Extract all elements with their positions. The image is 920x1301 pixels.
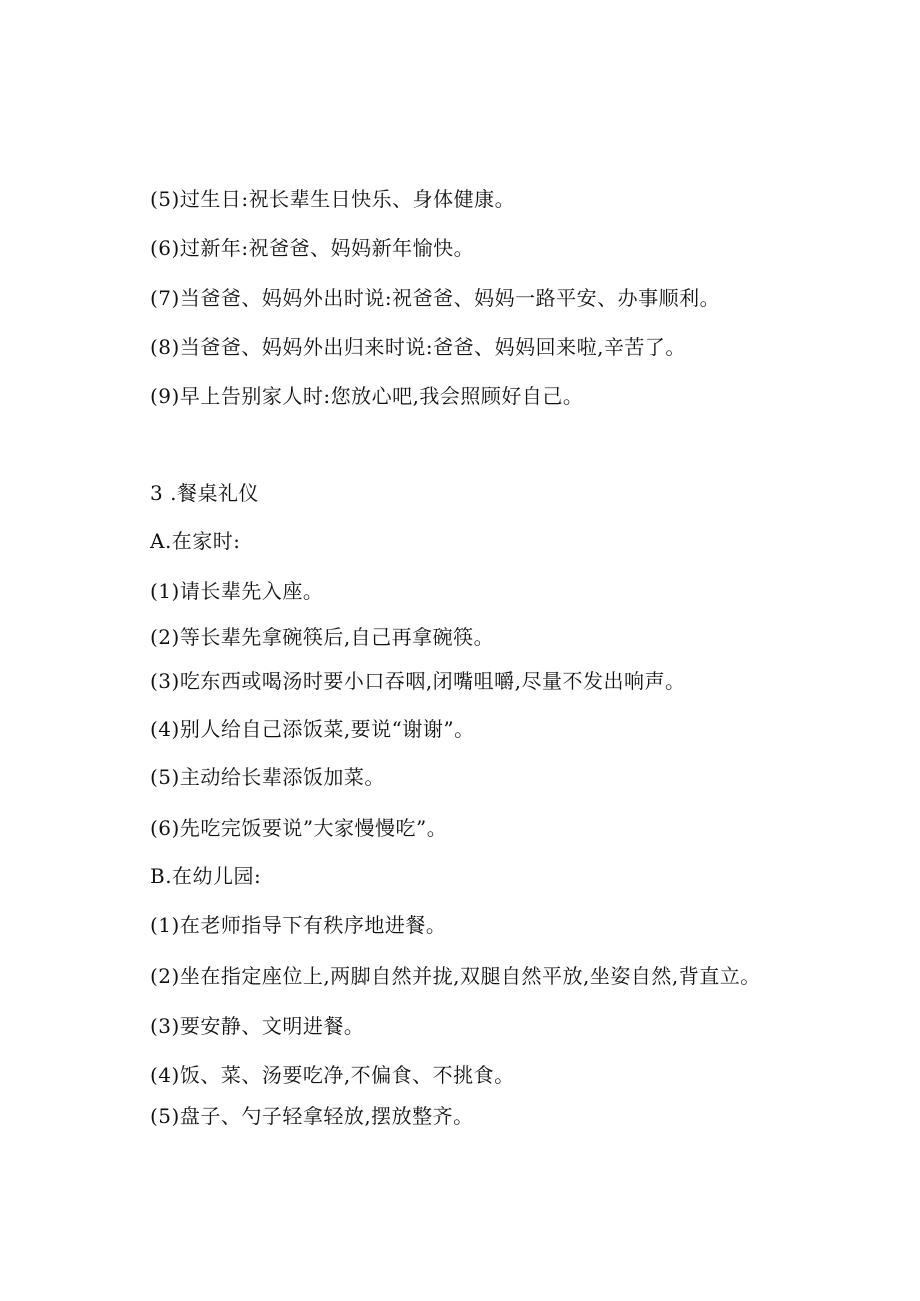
greeting-item-7: (7)当爸爸、妈妈外出时说:祝爸爸、妈妈一路平安、办事顺利。 <box>150 286 721 310</box>
home-item-1: (1)请长辈先入座。 <box>150 579 324 603</box>
home-item-5: (5)主动给长辈添饭加菜。 <box>150 765 385 789</box>
greeting-item-8: (8)当爸爸、妈妈外出归来时说:爸爸、妈妈回来啦,辛苦了。 <box>150 335 686 359</box>
greeting-item-6: (6)过新年:祝爸爸、妈妈新年愉快。 <box>150 236 475 260</box>
home-item-3: (3)吃东西或喝汤时要小口吞咽,闭嘴咀嚼,尽量不发出响声。 <box>150 669 686 693</box>
home-item-4: (4)别人给自己添饭菜,要说“谢谢”。 <box>150 717 475 741</box>
kindergarten-heading: B.在幼儿园: <box>150 864 262 888</box>
home-heading: A.在家时: <box>150 529 241 553</box>
home-item-2: (2)等长辈先拿碗筷后,自己再拿碗筷。 <box>150 625 495 649</box>
kindergarten-item-1: (1)在老师指导下有秩序地进餐。 <box>150 913 447 937</box>
home-item-6: (6)先吃完饭要说”大家慢慢吃”。 <box>150 816 448 840</box>
kindergarten-item-2: (2)坐在指定座位上,两脚自然并拢,双腿自然平放,坐姿自然,背直立。 <box>150 964 761 988</box>
section-heading: 3 .餐桌礼仪 <box>150 481 259 505</box>
kindergarten-item-4: (4)饭、菜、汤要吃净,不偏食、不挑食。 <box>150 1063 515 1087</box>
kindergarten-item-3: (3)要安静、文明进餐。 <box>150 1014 365 1038</box>
greeting-item-9: (9)早上告别家人时:您放心吧,我会照顾好自己。 <box>150 384 584 408</box>
kindergarten-item-5: (5)盘子、勺子轻拿轻放,摆放整齐。 <box>150 1104 474 1128</box>
greeting-item-5: (5)过生日:祝长辈生日快乐、身体健康。 <box>150 187 516 211</box>
